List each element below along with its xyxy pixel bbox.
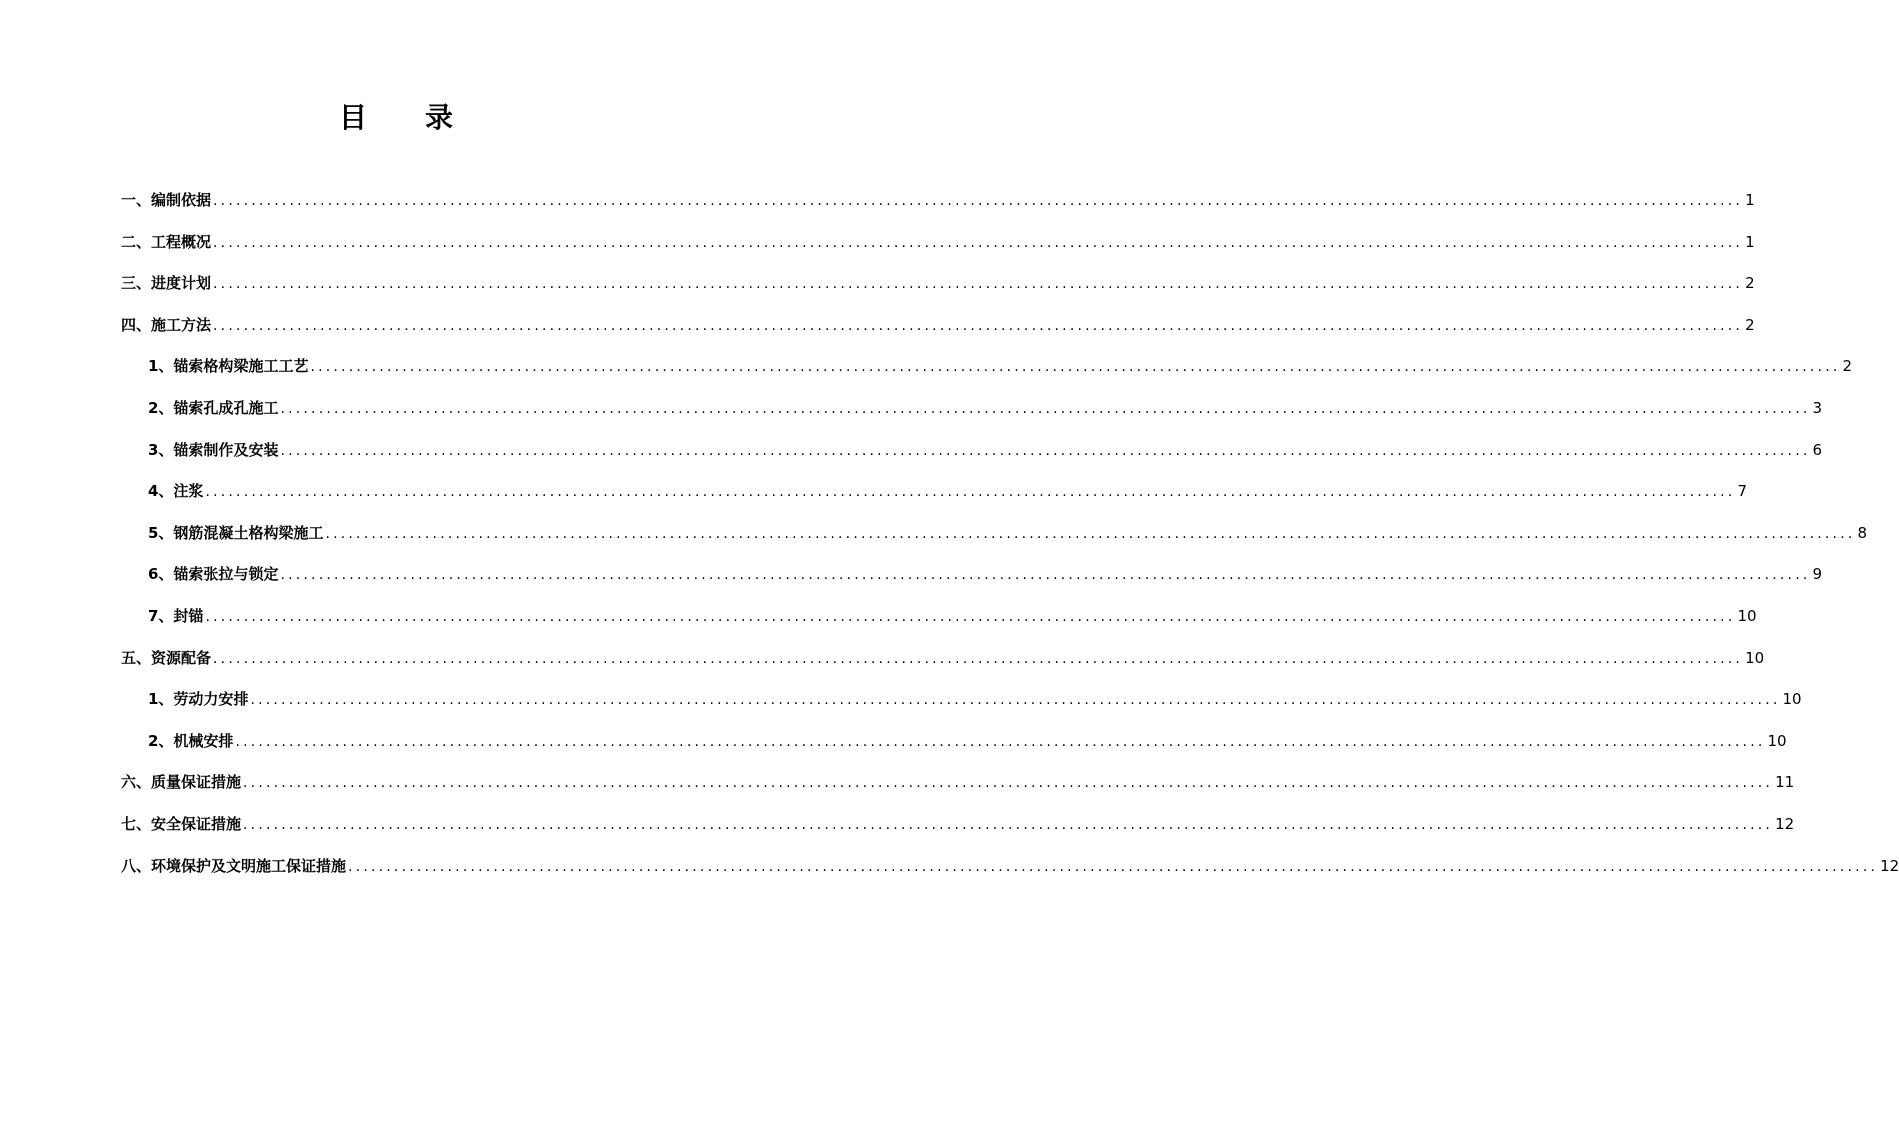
toc-entry[interactable] bbox=[121, 180, 1755, 222]
toc-entry-page: 9 bbox=[1812, 565, 1823, 584]
toc-leader-dots: ........................................................................................................................................................................................................ bbox=[213, 276, 1744, 293]
toc-entry-page: 12 bbox=[1775, 814, 1795, 833]
toc-entry[interactable] bbox=[121, 846, 1899, 888]
toc-subentry[interactable] bbox=[121, 596, 1757, 638]
toc-entry[interactable] bbox=[121, 762, 1795, 804]
toc-entry[interactable] bbox=[121, 222, 1755, 264]
toc-subentry[interactable] bbox=[121, 513, 1868, 555]
toc-entry-page: 2 bbox=[1745, 315, 1755, 334]
toc-subentry[interactable] bbox=[121, 388, 1823, 430]
toc-entry-page: 2 bbox=[1745, 274, 1755, 293]
toc-entry-page: 1 bbox=[1745, 191, 1755, 209]
title-char-1: 目 bbox=[338, 101, 369, 134]
page-title bbox=[0, 96, 794, 140]
toc-entry-label: 一、编制依据 bbox=[121, 191, 212, 209]
toc-entry[interactable] bbox=[121, 804, 1795, 846]
toc-entry-page: 8 bbox=[1857, 523, 1868, 542]
toc-entry-label: 5、钢筋混凝土格构梁施工 bbox=[148, 523, 324, 542]
toc-entry-page: 10 bbox=[1745, 648, 1765, 667]
toc-entry-label: 4、注浆 bbox=[148, 482, 204, 501]
toc-entry-label: 二、工程概况 bbox=[121, 232, 212, 251]
toc-entry-label: 2、锚索孔成孔施工 bbox=[148, 398, 279, 417]
toc-leader-dots: ........................................................................................................................................................................................................ bbox=[243, 816, 1774, 833]
toc-leader-dots: ........................................................................................................................................................................................................ bbox=[213, 193, 1744, 209]
toc-entry-page: 11 bbox=[1775, 773, 1795, 792]
toc-leader-dots: ........................................................................................................................................................................................................ bbox=[213, 650, 1744, 667]
toc-leader-dots: ........................................................................................................................................................................................................ bbox=[310, 359, 1841, 376]
toc-entry-page: 3 bbox=[1812, 398, 1823, 417]
toc-entry-page: 7 bbox=[1737, 482, 1748, 501]
toc-entry-page: 2 bbox=[1842, 357, 1853, 376]
toc-entry-label: 1、锚索格构梁施工工艺 bbox=[148, 357, 309, 376]
toc-entry[interactable] bbox=[121, 305, 1755, 347]
toc-entry-page: 10 bbox=[1767, 731, 1787, 750]
toc-entry-page: 6 bbox=[1812, 440, 1823, 459]
toc-entry-page: 10 bbox=[1782, 690, 1802, 709]
toc-subentry[interactable] bbox=[121, 346, 1853, 388]
toc-entry-page: 1 bbox=[1745, 232, 1755, 251]
toc-entry-label: 四、施工方法 bbox=[121, 315, 212, 334]
toc-leader-dots: ........................................................................................................................................................................................................ bbox=[213, 234, 1744, 251]
toc-entry-label: 3、锚索制作及安装 bbox=[148, 440, 279, 459]
toc-leader-dots: ........................................................................................................................................................................................................ bbox=[325, 525, 1856, 542]
toc-entry-label: 2、机械安排 bbox=[148, 731, 234, 750]
toc-entry[interactable] bbox=[121, 263, 1755, 305]
toc-leader-dots: ........................................................................................................................................................................................................ bbox=[280, 442, 1811, 459]
toc-entry-label: 6、锚索张拉与锁定 bbox=[148, 565, 279, 584]
toc-leader-dots: ........................................................................................................................................................................................................ bbox=[243, 775, 1774, 792]
toc-leader-dots: ........................................................................................................................................................................................................ bbox=[205, 608, 1736, 625]
toc-entry-label: 七、安全保证措施 bbox=[121, 814, 242, 833]
toc-subentry[interactable] bbox=[121, 471, 1748, 513]
toc-subentry[interactable] bbox=[121, 679, 1802, 721]
toc-leader-dots: ........................................................................................................................................................................................................ bbox=[250, 692, 1781, 709]
toc-leader-dots: ........................................................................................................................................................................................................ bbox=[280, 400, 1811, 417]
toc-leader-dots: ........................................................................................................................................................................................................ bbox=[205, 484, 1736, 501]
toc-subentry[interactable] bbox=[121, 721, 1787, 763]
toc-entry-label: 五、资源配备 bbox=[121, 648, 212, 667]
toc-subentry[interactable] bbox=[121, 554, 1823, 596]
toc-leader-dots: ........................................................................................................................................................................................................ bbox=[280, 567, 1811, 584]
toc-entry-label: 六、质量保证措施 bbox=[121, 773, 242, 792]
toc-entry-label: 三、进度计划 bbox=[121, 274, 212, 293]
toc-leader-dots: ........................................................................................................................................................................................................ bbox=[348, 858, 1879, 875]
title-char-2: 录 bbox=[425, 101, 456, 134]
toc-subentry[interactable] bbox=[121, 430, 1823, 472]
toc-leader-dots: ........................................................................................................................................................................................................ bbox=[235, 733, 1766, 750]
toc-entry-page: 12 bbox=[1880, 856, 1899, 875]
toc-entry-page: 10 bbox=[1737, 606, 1757, 625]
toc-entry[interactable] bbox=[121, 638, 1765, 680]
toc-entry-label: 7、封锚 bbox=[148, 606, 204, 625]
toc-leader-dots: ........................................................................................................................................................................................................ bbox=[213, 317, 1744, 334]
toc-entry-label: 八、环境保护及文明施工保证措施 bbox=[121, 856, 347, 875]
toc-entry-label: 1、劳动力安排 bbox=[148, 690, 249, 709]
table-of-contents bbox=[121, 180, 1899, 887]
